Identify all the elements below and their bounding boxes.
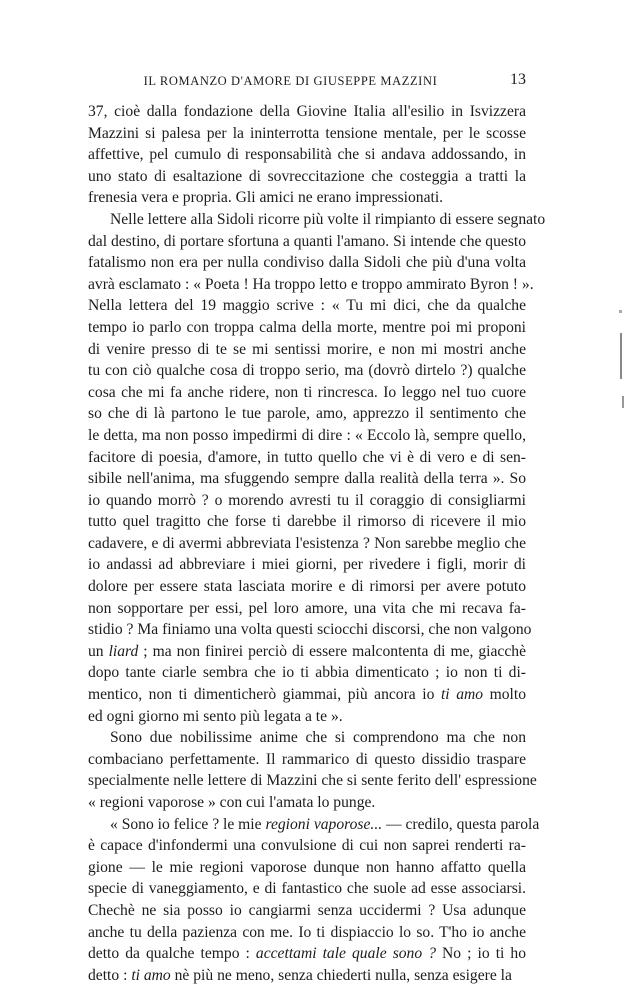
- text-line: so che di là partono le tue parole, amo, apprezzo il sentimento che: [88, 405, 526, 423]
- text-line: non sopportare per essi, pel loro amore, una vita che mi recava fa-: [88, 599, 526, 617]
- margin-mark: [620, 333, 622, 379]
- text-line: cosa che mi fa anche ridere, non ti rincresca. Io leggo nel tuo cuore: [88, 383, 526, 401]
- text-line: frenesia vera e propria. Gli amici ne erano impressionati.: [88, 189, 444, 207]
- text-line: gione — le mie regioni vaporose dunque non hanno affatto quella: [88, 858, 526, 876]
- text-line: tutto quel tragitto che forse ti darebbe il rimorso di ricevere il mio: [88, 513, 526, 531]
- paragraph: [88, 101, 526, 209]
- text-line: dal destino, di portare sfortuna a quanti l'amano. Si intende che questo: [88, 232, 527, 250]
- text-line: uno stato di esaltazione di sovreccitazione che costeggia a tratti la: [88, 167, 526, 185]
- text-line: Chechè ne sia posso io cangiarmi senza uccidermi ? Usa adunque: [88, 901, 526, 919]
- text-line: ed ogni giorno mi sento più legata a te ».: [88, 707, 343, 725]
- text-line: stidio ? Ma finiamo una volta questi sciocchi discorsi, che non valgono: [88, 621, 532, 639]
- text-line: Sono due nobilissime anime che si comprendono ma che non: [110, 729, 526, 747]
- text-line: combaciano perfettamente. Il rammarico di questo dissidio traspare: [88, 750, 526, 768]
- text-line: un liard ; ma non finirei perciò di essere malcontenta di me, giacchè: [88, 642, 526, 660]
- margin-mark: [622, 396, 624, 408]
- text-line: io andassi ad abbreviare i miei giorni, per rivedere i figli, morir di: [88, 556, 526, 574]
- text-line: detto da qualche tempo : accettami tale quale sono ? No ; io ti ho: [88, 945, 526, 963]
- text-line: mentico, non ti dimenticherò giammai, più ancora io ti amo molto: [88, 686, 526, 704]
- text-line: è capace d'infondermi una convulsione di cui non saprei renderti ra-: [88, 837, 526, 855]
- text-line: Nelle lettere alla Sidoli ricorre più volte il rimpianto di essere segnato: [110, 210, 546, 228]
- text-line: fatalismo non era per nulla condiviso dalla Sidoli che più d'una volta: [88, 254, 526, 272]
- text-line: cadavere, e di avermi abbreviata l'esistenza ? Non sarebbe meglio che: [88, 534, 526, 552]
- text-line: tu con ciò qualche cosa di troppo serio, ma (dovrò dirtelo ?) qualche: [88, 362, 526, 380]
- text-line: Nella lettera del 19 maggio scrive : « Tu mi dici, che da qualche: [88, 297, 526, 315]
- text-line: le detta, ma non posso impedirmi di dire : « Eccolo là, sempre quello,: [88, 426, 526, 444]
- text-line: di venire presso di te se mi sentissi morire, e non mi mostri anche: [88, 340, 526, 358]
- text-line: specie di vaneggiamento, e di fantastico che suole ad esse associarsi.: [88, 880, 526, 898]
- text-line: avrà esclamato : « Poeta ! Ha troppo letto e troppo ammirato Byron ! ».: [88, 275, 534, 293]
- margin-mark: [619, 310, 622, 313]
- running-title: IL ROMANZO D'AMORE DI GIUSEPPE MAZZINI: [143, 74, 438, 88]
- text-line: « Sono io felice ? le mie regioni vaporose... — credilo, questa parola: [110, 815, 540, 833]
- text-line: « regioni vaporose » con cui l'amata lo punge.: [88, 794, 376, 811]
- running-head: [88, 71, 526, 93]
- text-line: dopo tante ciarle sembra che io ti abbia dimenticato ; io non ti di-: [88, 664, 526, 682]
- text-line: dolore per essere stata lasciata morire e di rimorsi per avere potuto: [88, 578, 526, 596]
- text-line: io quando morrò ? o morendo avresti tu il coraggio di consigliarmi: [88, 491, 526, 509]
- text-line: detto : ti amo nè più ne meno, senza chiederti nulla, senza esigere la: [88, 966, 512, 984]
- text-line: anche tu della pazienza con me. Io ti dispiaccio lo so. T'ho io anche: [88, 923, 526, 941]
- text-line: 37, cioè dalla fondazione della Giovine Italia all'esilio in Isvizzera: [88, 103, 526, 120]
- text-line: Mazzini si palesa per la ininterrotta tensione mentale, per le scosse: [88, 124, 526, 142]
- page-number: 13: [510, 71, 526, 88]
- paragraph: [88, 727, 537, 813]
- text-line: facitore di poesia, d'amore, in tutto quello che vi è di vero e di sen-: [88, 448, 526, 466]
- text-line: tempo io parlo con troppa calma della morte, mentre poi mi proponi: [88, 318, 526, 336]
- text-line: sibile nell'anima, ma sfuggendo sempre dalla realità della terra ». So: [88, 470, 526, 488]
- text-line: specialmente nelle lettere di Mazzini che si sente ferito dell' espressione: [88, 772, 537, 790]
- paragraph: [88, 209, 546, 727]
- body-text: [88, 101, 546, 986]
- text-line: affettive, pel cumulo di responsabilità che si andava addossando, in: [88, 146, 526, 164]
